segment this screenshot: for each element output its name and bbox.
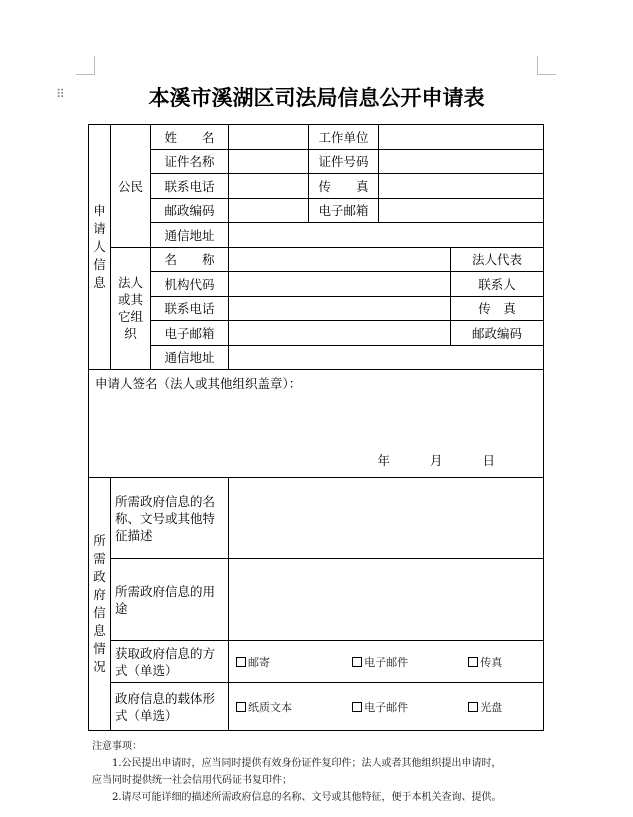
date-year-label: 年 [377, 453, 391, 468]
date-day-label: 日 [482, 453, 496, 468]
legal-rep-label: 法人代表 [451, 247, 544, 272]
table-drag-handle-icon[interactable]: ⠿ [56, 87, 66, 101]
work-unit-field[interactable] [379, 125, 544, 150]
org-phone-label: 联系电话 [151, 296, 229, 321]
org-fax-label: 传 真 [451, 296, 544, 321]
vertical-char: 情 [93, 641, 106, 656]
checkbox-icon[interactable] [468, 657, 478, 667]
name-field[interactable] [229, 125, 309, 150]
method-option-fax[interactable]: 传真 [468, 654, 536, 670]
org-phone-field[interactable] [229, 296, 451, 321]
notes-block [92, 738, 542, 806]
carrier-label: 政府信息的载体形式（单选） [111, 683, 229, 731]
vertical-char: 信 [93, 605, 106, 620]
citizen-fax-field[interactable] [379, 174, 544, 199]
info-section-text [92, 532, 107, 676]
org-code-label: 机构代码 [151, 272, 229, 297]
citizen-fax-label: 传 真 [309, 174, 379, 199]
page-corner-mark [537, 56, 556, 75]
org-group-label: 法人或其它组织 [111, 247, 151, 370]
citizen-address-label: 通信地址 [151, 223, 229, 248]
carrier-option-email[interactable]: 电子邮件 [352, 699, 468, 715]
org-address-label: 通信地址 [151, 345, 229, 370]
org-email-field[interactable] [229, 321, 451, 346]
contact-label: 联系人 [451, 272, 544, 297]
notes-heading: 注意事项： [92, 741, 142, 752]
signature-area[interactable] [89, 370, 544, 478]
name-label: 姓 名 [151, 125, 229, 150]
vertical-char: 息 [93, 623, 106, 638]
notes-item-1: 1.公民提出申请时，应当同时提供有效身份证件复印件；法人或者其他组织提出申请时， [112, 758, 502, 769]
carrier-options [229, 683, 544, 731]
vertical-char: 申 [93, 203, 106, 218]
citizen-address-field[interactable] [229, 223, 544, 248]
citizen-postcode-label: 邮政编码 [151, 198, 229, 223]
desc-label: 所需政府信息的名称、文号或其他特征描述 [111, 478, 229, 559]
vertical-char: 人 [93, 239, 106, 254]
page-title: 本溪市溪湖区司法局信息公开申请表 [148, 85, 485, 110]
vertical-char: 需 [93, 551, 106, 566]
id-type-field[interactable] [229, 149, 309, 174]
citizen-postcode-field[interactable] [229, 198, 309, 223]
signature-date [342, 451, 496, 469]
checkbox-icon[interactable] [236, 702, 246, 712]
application-form-table [88, 124, 544, 731]
work-unit-label: 工作单位 [309, 125, 379, 150]
vertical-char: 所 [93, 533, 106, 548]
signature-label: 申请人签名（法人或其他组织盖章）： [95, 376, 302, 391]
citizen-email-field[interactable] [379, 198, 544, 223]
use-label: 所需政府信息的用途 [111, 559, 229, 641]
carrier-option-disc[interactable]: 光盘 [468, 699, 536, 715]
notes-item-1-cont: 应当同时提供统一社会信用代码证书复印件； [92, 775, 292, 786]
notes-item-2: 2.请尽可能详细的描述所需政府信息的名称、文号或其他特征，便于本机关查询、提供。 [112, 792, 502, 803]
method-option-email[interactable]: 电子邮件 [352, 654, 468, 670]
date-month-label: 月 [430, 453, 443, 468]
id-number-label: 证件号码 [309, 149, 379, 174]
applicant-section-text [92, 202, 107, 292]
method-options [229, 641, 544, 683]
desc-field[interactable] [229, 478, 544, 559]
vertical-char: 府 [93, 587, 106, 602]
vertical-char: 息 [93, 275, 106, 290]
page-corner-mark [76, 56, 95, 75]
checkbox-icon[interactable] [468, 702, 478, 712]
vertical-char: 请 [93, 221, 106, 236]
org-address-field[interactable] [229, 345, 544, 370]
checkbox-icon[interactable] [352, 657, 362, 667]
use-field[interactable] [229, 559, 544, 641]
id-number-field[interactable] [379, 149, 544, 174]
vertical-char: 政 [93, 569, 106, 584]
citizen-email-label: 电子邮箱 [309, 198, 379, 223]
method-label: 获取政府信息的方式（单选） [111, 641, 229, 683]
org-email-label: 电子邮箱 [151, 321, 229, 346]
citizen-phone-field[interactable] [229, 174, 309, 199]
method-option-mail[interactable]: 邮寄 [236, 654, 352, 670]
checkbox-icon[interactable] [352, 702, 362, 712]
id-type-label: 证件名称 [151, 149, 229, 174]
org-postcode-label: 邮政编码 [451, 321, 544, 346]
org-name-label: 名 称 [151, 247, 229, 272]
carrier-option-paper[interactable]: 纸质文本 [236, 699, 352, 715]
citizen-group-label: 公民 [111, 125, 151, 248]
checkbox-icon[interactable] [236, 657, 246, 667]
org-code-field[interactable] [229, 272, 451, 297]
vertical-char: 信 [93, 257, 106, 272]
info-section-label [89, 478, 111, 731]
citizen-phone-label: 联系电话 [151, 174, 229, 199]
org-name-field[interactable] [229, 247, 451, 272]
applicant-section-label [89, 125, 111, 370]
vertical-char: 况 [93, 659, 106, 674]
